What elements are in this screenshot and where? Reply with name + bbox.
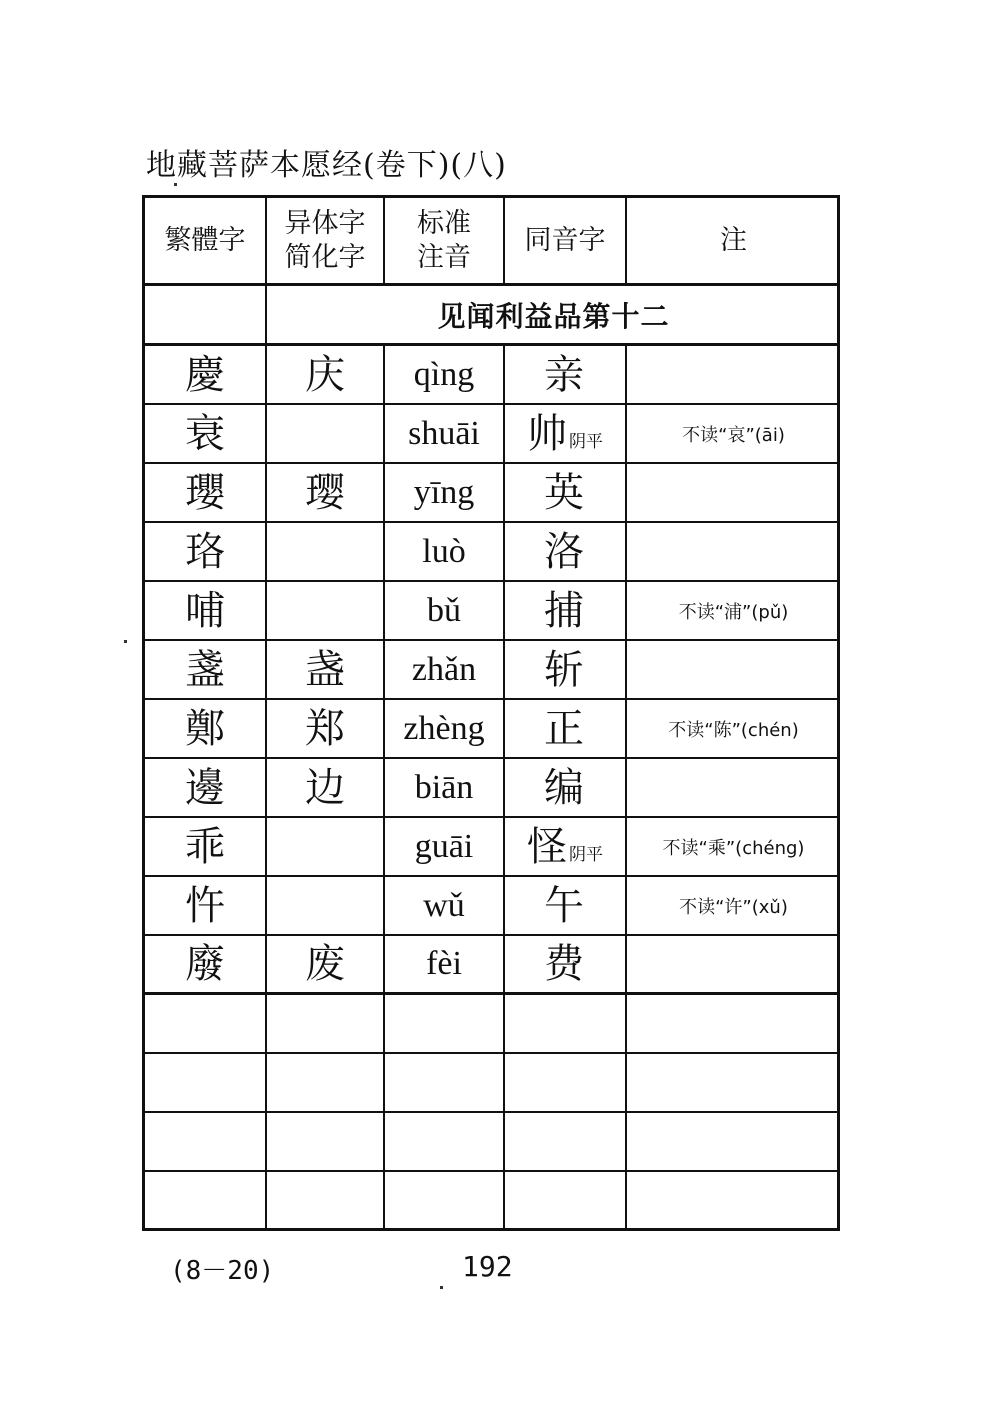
table-row xyxy=(145,936,837,995)
header-homophone: 同音字 xyxy=(505,198,627,283)
simplified-char xyxy=(267,1172,385,1231)
table-row xyxy=(145,700,837,759)
simplified-char: 盏 xyxy=(267,641,385,698)
simplified-char: 庆 xyxy=(267,346,385,403)
table-row xyxy=(145,877,837,936)
table-row xyxy=(145,641,837,700)
pinyin: yīng xyxy=(385,464,505,521)
pinyin: shuāi xyxy=(385,405,505,462)
homophone-cell xyxy=(505,405,627,462)
empty-table-row xyxy=(145,1054,837,1113)
simplified-char: 郑 xyxy=(267,700,385,757)
pronunciation-note: 不读“乘”(chéng) xyxy=(662,837,805,859)
pronunciation-note xyxy=(627,346,840,403)
homophone-cell xyxy=(505,995,627,1052)
homophone-cell xyxy=(505,759,627,816)
pinyin: guāi xyxy=(385,818,505,875)
page-code: (8－20) xyxy=(170,1256,275,1286)
pronunciation-note xyxy=(627,1054,840,1111)
pronunciation-note xyxy=(627,1113,840,1170)
table-row xyxy=(145,759,837,818)
homophone-char: 帅 xyxy=(527,410,567,457)
pronunciation-note: 不读“陈”(chén) xyxy=(668,719,799,741)
homophone-char: 正 xyxy=(544,705,584,752)
simplified-char xyxy=(267,1054,385,1111)
pronunciation-note xyxy=(627,1172,840,1231)
pinyin: bǔ xyxy=(385,582,505,639)
homophone-char: 亲 xyxy=(544,351,584,398)
pronunciation-note xyxy=(627,464,840,521)
homophone-cell xyxy=(505,1113,627,1170)
simplified-char xyxy=(267,995,385,1052)
header-variant-label: 异体字 xyxy=(284,207,366,239)
header-variant-simplified xyxy=(267,198,385,283)
homophone-cell xyxy=(505,936,627,992)
homophone-cell xyxy=(505,877,627,934)
page-title: 地藏菩萨本愿经(卷下)(八) xyxy=(146,148,507,183)
pronunciation-note: 不读“许”(xǔ) xyxy=(679,896,788,918)
homophone-cell xyxy=(505,1172,627,1231)
traditional-char: 乖 xyxy=(145,818,267,875)
traditional-char: 衰 xyxy=(145,405,267,462)
simplified-char: 边 xyxy=(267,759,385,816)
glossary-table xyxy=(142,195,840,1231)
page-number: 192 xyxy=(462,1250,513,1283)
homophone-char: 费 xyxy=(544,941,584,987)
homophone-char: 午 xyxy=(544,882,584,929)
pronunciation-note: 不读“哀”(āi) xyxy=(682,424,785,446)
empty-table-row xyxy=(145,995,837,1054)
simplified-char: 废 xyxy=(267,936,385,992)
traditional-char: 忤 xyxy=(145,877,267,934)
pinyin: fèi xyxy=(385,936,505,992)
scan-speck xyxy=(174,183,177,186)
traditional-char xyxy=(145,1172,267,1231)
simplified-char: 璎 xyxy=(267,464,385,521)
table-row xyxy=(145,523,837,582)
empty-table-row xyxy=(145,1113,837,1172)
homophone-char: 编 xyxy=(544,764,584,811)
section-row xyxy=(145,286,837,346)
traditional-char: 哺 xyxy=(145,582,267,639)
pinyin xyxy=(385,1172,505,1231)
homophone-char: 英 xyxy=(544,469,584,516)
homophone-cell xyxy=(505,818,627,875)
homophone-cell xyxy=(505,523,627,580)
traditional-char: 瓔 xyxy=(145,464,267,521)
header-simplified-label: 简化字 xyxy=(284,241,366,273)
empty-table-row xyxy=(145,1172,837,1231)
tone-note: 阴平 xyxy=(569,844,603,865)
pinyin: biān xyxy=(385,759,505,816)
homophone-char: 洛 xyxy=(544,528,584,575)
header-standard-pinyin xyxy=(385,198,505,283)
pronunciation-note xyxy=(627,936,840,992)
traditional-char: 盞 xyxy=(145,641,267,698)
simplified-char xyxy=(267,1113,385,1170)
homophone-cell xyxy=(505,582,627,639)
table-header-row xyxy=(145,198,837,286)
homophone-cell xyxy=(505,464,627,521)
pronunciation-note xyxy=(627,523,840,580)
traditional-char xyxy=(145,1054,267,1111)
pronunciation-note xyxy=(627,995,840,1052)
pinyin: zhèng xyxy=(385,700,505,757)
pinyin: wǔ xyxy=(385,877,505,934)
traditional-char: 廢 xyxy=(145,936,267,992)
simplified-char xyxy=(267,818,385,875)
pronunciation-note xyxy=(627,759,840,816)
table-row xyxy=(145,464,837,523)
header-note: 注 xyxy=(720,224,747,256)
pinyin xyxy=(385,1054,505,1111)
pinyin xyxy=(385,1113,505,1170)
scan-speck xyxy=(440,1286,443,1289)
tone-note: 阴平 xyxy=(569,431,603,452)
traditional-char: 慶 xyxy=(145,346,267,403)
homophone-char: 斩 xyxy=(544,646,584,693)
homophone-cell xyxy=(505,1054,627,1111)
traditional-char: 鄭 xyxy=(145,700,267,757)
homophone-cell xyxy=(505,700,627,757)
traditional-char: 邊 xyxy=(145,759,267,816)
homophone-cell xyxy=(505,641,627,698)
table-row xyxy=(145,818,837,877)
pinyin: zhǎn xyxy=(385,641,505,698)
homophone-char: 怪 xyxy=(527,823,567,870)
header-standard-label: 标准 xyxy=(417,207,471,239)
table-row xyxy=(145,582,837,641)
header-traditional: 繁體字 xyxy=(145,198,267,283)
table-row xyxy=(145,346,837,405)
pronunciation-note xyxy=(627,641,840,698)
pinyin: luò xyxy=(385,523,505,580)
simplified-char xyxy=(267,523,385,580)
section-title: 见闻利益品第十二 xyxy=(437,299,670,333)
homophone-char: 捕 xyxy=(544,587,584,634)
simplified-char xyxy=(267,582,385,639)
simplified-char xyxy=(267,405,385,462)
homophone-cell xyxy=(505,346,627,403)
scan-speck xyxy=(124,640,127,643)
pinyin xyxy=(385,995,505,1052)
pronunciation-note: 不读“浦”(pǔ) xyxy=(678,601,789,623)
traditional-char: 珞 xyxy=(145,523,267,580)
pinyin: qìng xyxy=(385,346,505,403)
traditional-char xyxy=(145,995,267,1052)
simplified-char xyxy=(267,877,385,934)
section-empty-cell xyxy=(145,286,267,343)
table-row xyxy=(145,405,837,464)
header-pinyin-label: 注音 xyxy=(417,241,471,273)
traditional-char xyxy=(145,1113,267,1170)
